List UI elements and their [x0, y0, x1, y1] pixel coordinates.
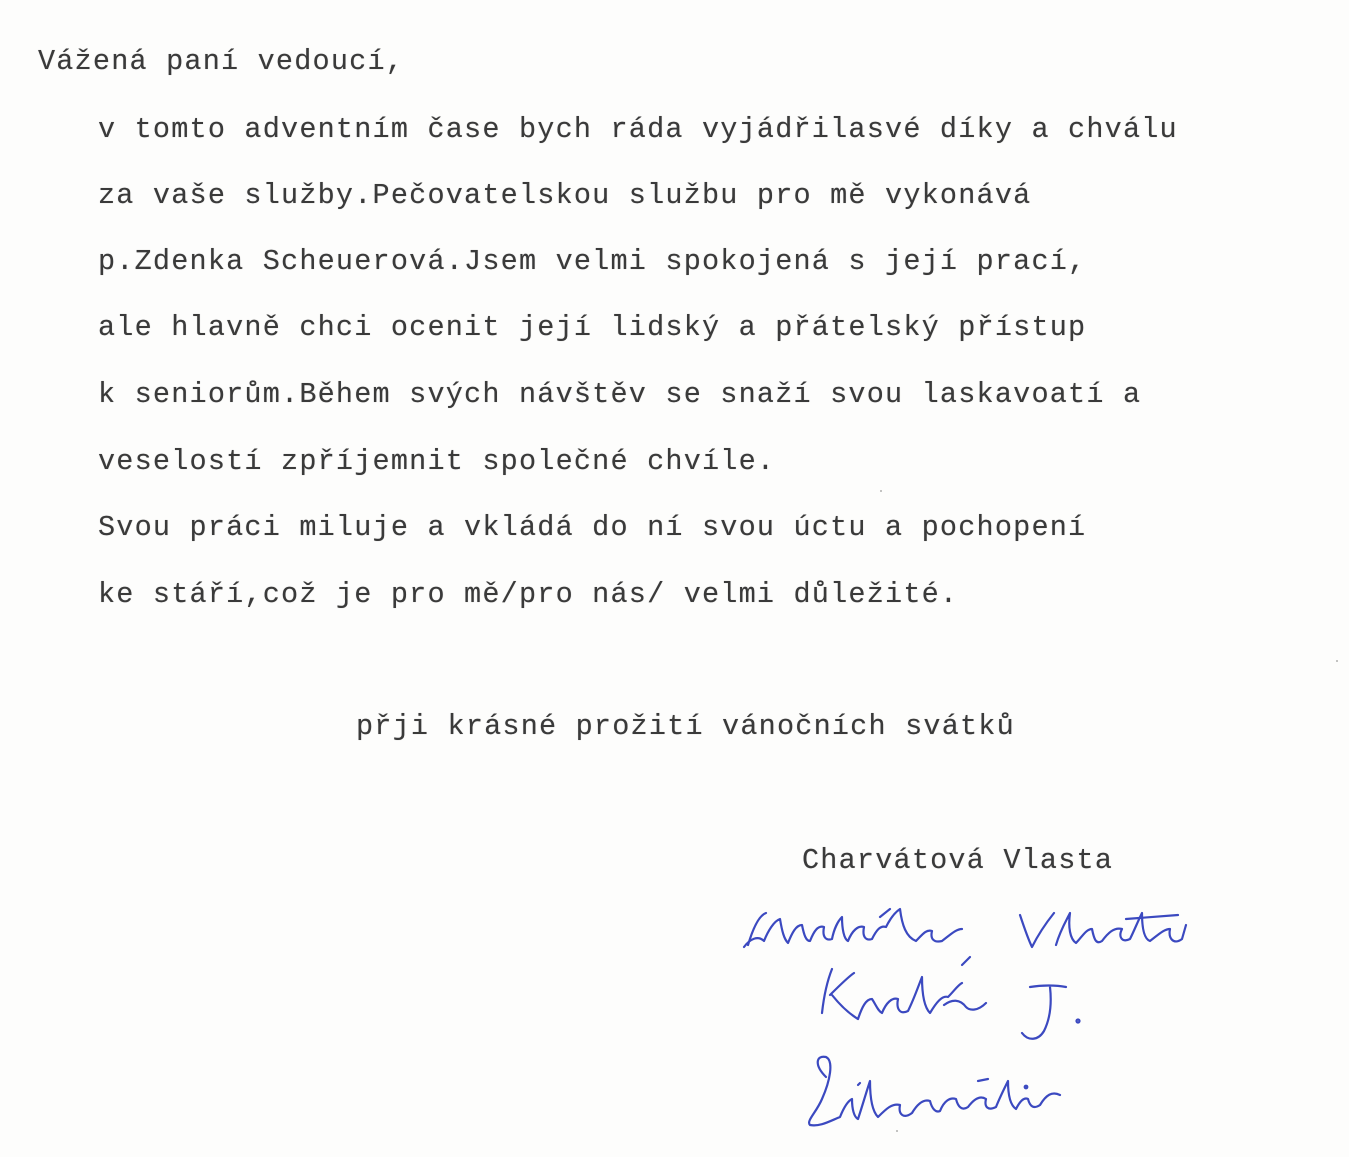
letter-body-line: p.Zdenka Scheuerová.Jsem velmi spokojená s její prací, [98, 245, 1087, 278]
signature-line-1 [744, 909, 962, 947]
letter-body-line: v tomto adventním čase bych ráda vyjádřilasvé díky a chválu [98, 113, 1178, 146]
letter-body-line: veselostí zpříjemnit společné chvíle. [98, 445, 776, 478]
letter-body-line: za vaše služby.Pečovatelskou službu pro mě vykonává [98, 179, 1032, 212]
closing-wish: přji krásné prožití vánočních svátků [356, 710, 1015, 743]
letter-body-line: Svou práci miluje a vkládá do ní svou úctu a pochopení [98, 511, 1087, 544]
letter-body-line: ke stáří,což je pro mě/pro nás/ velmi důležité. [98, 578, 959, 611]
signer-name: Charvátová Vlasta [802, 844, 1114, 877]
letter-body-line: ale hlavně chci ocenit její lidský a přátelský přístup [98, 311, 1087, 344]
letter-greeting: Vážená paní vedoucí, [38, 45, 405, 78]
paper-speck [896, 1130, 898, 1132]
paper-speck [1336, 660, 1338, 662]
signature-line-2 [822, 969, 986, 1019]
handwritten-signature [730, 895, 1200, 1145]
signature-line-1b [1020, 913, 1186, 947]
signature-line-3 [809, 1057, 1060, 1126]
paper-speck [880, 490, 882, 492]
letter-body-line: k seniorům.Během svých návštěv se snaží svou laskavoatí a [98, 378, 1142, 411]
